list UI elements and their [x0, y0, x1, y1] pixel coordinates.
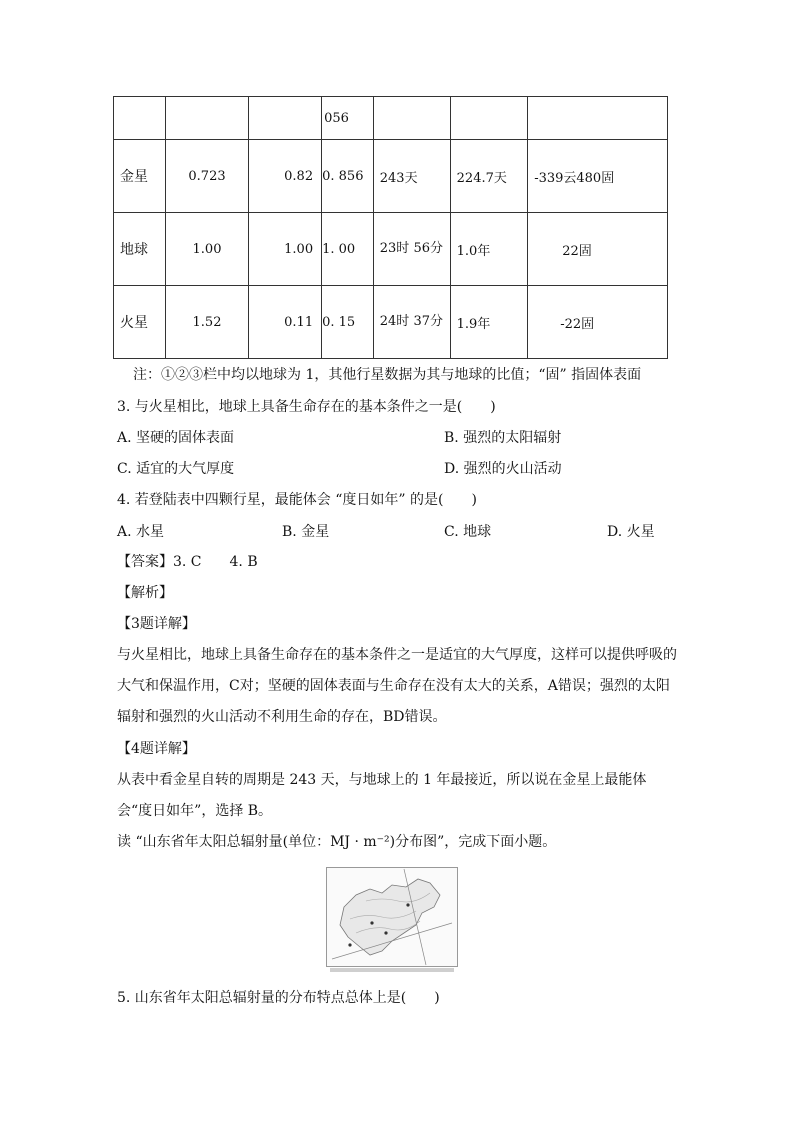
table-cell: 243天 [373, 140, 450, 213]
detail-3-text: 与火星相比，地球上具备生命存在的基本条件之一是适宜的大气厚度，这样可以提供呼吸的大气和保温作用，C对；坚硬的固体表面与生命存在没有太大的关系，A错误；强烈的太阳辐射和强烈的火山活动不利用生命的存在，BD错误。 [117, 647, 677, 725]
table-cell: 1.0年 [450, 213, 528, 286]
q3-option-d: D. 强烈的火山活动 [444, 461, 562, 477]
question-3-stem: 3. 与火星相比，地球上具备生命存在的基本条件之一是( ) [117, 399, 496, 415]
table-row [114, 213, 668, 286]
table-cell: 0.723 [166, 140, 249, 213]
table-cell-text: 856 [338, 168, 364, 184]
table-row [114, 140, 668, 213]
analysis-label: 【解析】 [117, 585, 173, 601]
answer-line: 【答案】3. C 4. B [117, 554, 258, 570]
q4-option-a: A. 水星 [117, 524, 165, 540]
table-cell [322, 140, 374, 213]
planet-name: 火星 [114, 286, 166, 359]
q4-option-c: C. 地球 [444, 524, 492, 540]
planet-name: 金星 [114, 140, 166, 213]
table-cell: 23时 56分 [373, 213, 450, 286]
table-cell [373, 97, 450, 140]
table-cell [322, 213, 374, 286]
table-cell-text: 1. [322, 241, 335, 257]
table-cell-text: 0. [322, 168, 335, 184]
table-note: 注：①②③栏中均以地球为 1，其他行星数据为其与地球的比值；“固” 指固体表面 [133, 367, 642, 383]
table-cell: 1.9年 [450, 286, 528, 359]
detail-4-text: 从表中看金星自转的周期是 243 天，与地球上的 1 年最接近，所以说在金星上最能体会“度日如年”，选择 B。 [117, 772, 647, 819]
table-cell: 1.52 [166, 286, 249, 359]
table-cell: -339云480固 [528, 140, 668, 213]
table-cell: 224.7天 [450, 140, 528, 213]
table-cell [249, 97, 322, 140]
planet-data-table [113, 96, 668, 359]
q3-option-b: B. 强烈的太阳辐射 [444, 430, 562, 446]
detail-3-label: 【3题详解】 [117, 616, 196, 632]
table-cell [528, 97, 668, 140]
table-cell-text: 0. [322, 314, 335, 330]
table-cell: 22固 [528, 213, 668, 286]
table-cell: 1.00 [166, 213, 249, 286]
q4-option-b: B. 金星 [282, 524, 330, 540]
q4-option-d: D. 火星 [607, 524, 655, 540]
planet-name: 地球 [114, 213, 166, 286]
question-5-stem: 5. 山东省年太阳总辐射量的分布特点总体上是( ) [117, 990, 440, 1006]
shandong-radiation-map [326, 867, 458, 975]
q3-option-a: A. 坚硬的固体表面 [117, 430, 235, 446]
table-cell: 0.82 [249, 140, 322, 213]
table-cell: 0.11 [249, 286, 322, 359]
table-cell [114, 97, 166, 140]
table-cell-text: 056 [324, 110, 349, 126]
table-cell: -22固 [528, 286, 668, 359]
table-cell: 24时 37分 [373, 286, 450, 359]
table-cell-text: 00 [338, 241, 356, 257]
table-cell [322, 286, 374, 359]
table-cell-text: 15 [338, 314, 356, 330]
table-row [114, 286, 668, 359]
table-cell [166, 97, 249, 140]
map-intro: 读 “山东省年太阳总辐射量(单位：MJ · m⁻²)分布图”，完成下面小题。 [117, 834, 557, 850]
table-cell [450, 97, 528, 140]
question-4-stem: 4. 若登陆表中四颗行星，最能体会 “度日如年” 的是( ) [117, 492, 477, 508]
table-row [114, 97, 668, 140]
q3-option-c: C. 适宜的大气厚度 [117, 461, 235, 477]
table-cell [322, 97, 374, 140]
table-cell: 1.00 [249, 213, 322, 286]
detail-4-label: 【4题详解】 [117, 741, 196, 757]
